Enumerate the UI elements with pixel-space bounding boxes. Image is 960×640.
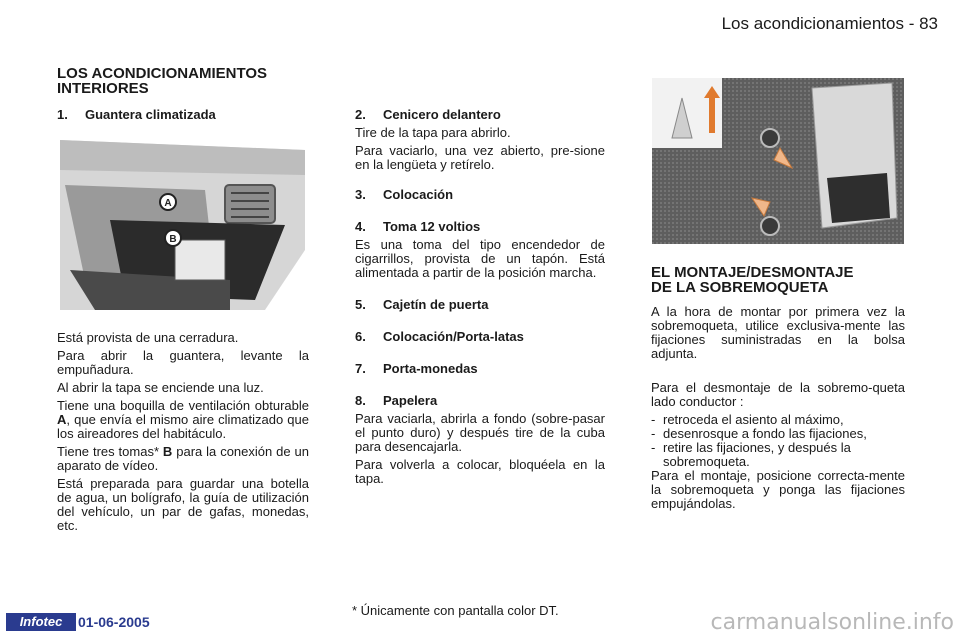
footnote: * Únicamente con pantalla color DT. <box>352 603 559 618</box>
list-item: - desenrosque a fondo las fijaciones, <box>651 426 867 441</box>
watermark: carmanualsonline.info <box>710 610 954 635</box>
item-6-heading: 6. Colocación/Porta-latas <box>355 329 524 344</box>
list-item: - retroceda el asiento al máximo, <box>651 412 844 427</box>
infotec-logo: Infotec <box>6 613 76 631</box>
item-2-heading: 2. Cenicero delantero <box>355 107 501 122</box>
footer-date: 01-06-2005 <box>78 614 150 630</box>
section-title-line1: LOS ACONDICIONAMIENTOS <box>57 65 268 82</box>
item-1-heading: 1. Guantera climatizada <box>57 107 216 122</box>
item-3-heading: 3. Colocación <box>355 187 454 202</box>
item-7-heading: 7. Porta-monedas <box>355 361 478 376</box>
item-8-heading: 8. Papelera <box>355 393 438 408</box>
middle-column: 2. Cenicero delantero Tire de la tapa para abrirlo. Para vaciarlo, una vez abierto, pre-sione en la lengüeta y retírelo. 3. Colocación 4. Toma 12 voltios Es una toma del tipo encendedor de cigarrillos, provista de un tapón. Está alimentada a partir de la posición marcha. 5. Cajetín de puerta 6. Colocación/Porta-latas 7. Porta-monedas 8. Papelera Para vaciarla, abrirla a fondo (sobre-pasar el punto duro) y después tire de la cuba para desencajarla. Para volverla a colocar, bloquéela en la tapa. <box>355 107 605 486</box>
right-column: EL MONTAJE/DESMONTAJE DE LA SOBREMOQUETA A la hora de montar por primera vez la sobremoqueta, utilice exclusiva-mente las fijaciones suministradas en la bolsa adjunta. Para el desmontaje de la sobremo-queta lado conductor : - retroceda el asiento al máximo, - desenrosque a fondo las fijaciones, - retire las fijaciones, y después la sobremoqueta. Para el montaje, posicione correcta-mente la sobremoqueta y ponga las fijaciones empujándolas. <box>651 264 905 511</box>
section-title <box>57 66 267 96</box>
page-header: Los acondicionamientos - 83 <box>721 14 938 33</box>
floor-mat-illustration <box>652 78 904 244</box>
label-a: A <box>164 198 172 209</box>
left-column <box>57 108 309 126</box>
right-section-title: EL MONTAJE/DESMONTAJE DE LA SOBREMOQUETA <box>651 264 854 296</box>
list-item: - retire las fijaciones, y después la sobremoqueta. <box>651 440 851 469</box>
glovebox-illustration <box>55 130 310 320</box>
item-4-heading: 4. Toma 12 voltios <box>355 219 481 234</box>
item-5-heading: 5. Cajetín de puerta <box>355 297 489 312</box>
section-title-line2: INTERIORES <box>57 80 149 97</box>
label-b: B <box>169 234 177 245</box>
left-text: Está provista de una cerradura. Para abrir la guantera, levante la empuñadura. Al abrir la tapa se enciende una luz. Tiene una boquilla de ventilación obturable A, que envía el mismo aire climatizado que los aireadores del habitáculo. Tiene tres tomas* B para la conexión de un aparato de vídeo. Está preparada para guardar una botella de agua, un bolígrafo, la guía de utilización del vehículo, un par de gafas, monedas, etc. <box>57 330 309 533</box>
